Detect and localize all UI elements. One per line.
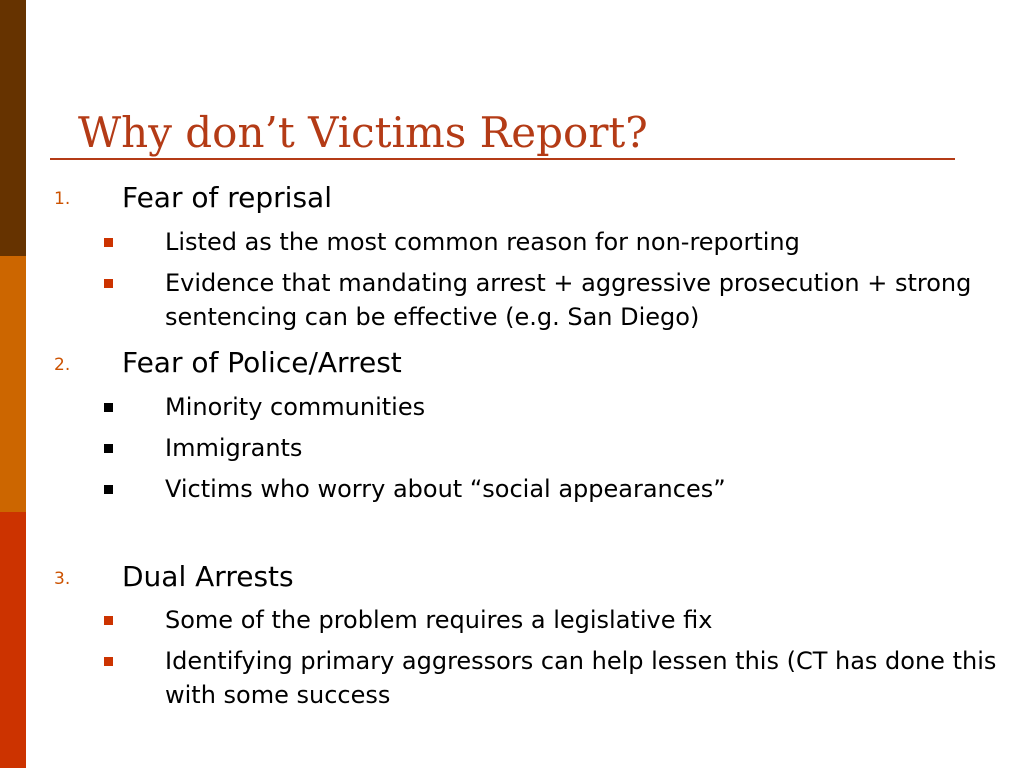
list-item: Some of the problem requires a legislative fix — [165, 606, 713, 634]
decor-band-middle — [0, 256, 26, 512]
section-number: 2. — [54, 355, 71, 375]
list-item: Identifying primary aggressors can help lessen this (CT has done this with some success — [165, 647, 997, 709]
section-heading: Fear of reprisal — [122, 181, 332, 214]
bullet-square-icon — [104, 279, 113, 288]
section-heading: Fear of Police/Arrest — [122, 346, 402, 379]
bullet-square-icon — [104, 616, 113, 625]
list-item: Minority communities — [165, 393, 426, 421]
bullet-square-icon — [104, 403, 113, 412]
bullet-square-icon — [104, 485, 113, 494]
list-item: Victims who worry about “social appearances” — [165, 475, 726, 503]
list-item: Evidence that mandating arrest + aggressive prosecution + strong sentencing can be effective (e.g. San Diego) — [165, 269, 972, 331]
section-heading: Dual Arrests — [122, 560, 294, 593]
bullet-square-icon — [104, 238, 113, 247]
list-item: Listed as the most common reason for non-reporting — [165, 228, 800, 256]
title-underline — [50, 158, 955, 160]
slide-title: Why don’t Victims Report? — [78, 108, 648, 157]
list-item: Immigrants — [165, 434, 303, 462]
bullet-square-icon — [104, 657, 113, 666]
decor-band-top — [0, 0, 26, 256]
bullet-square-icon — [104, 444, 113, 453]
section-number: 3. — [54, 569, 71, 589]
section-number: 1. — [54, 189, 71, 209]
decor-band-bottom — [0, 512, 26, 768]
